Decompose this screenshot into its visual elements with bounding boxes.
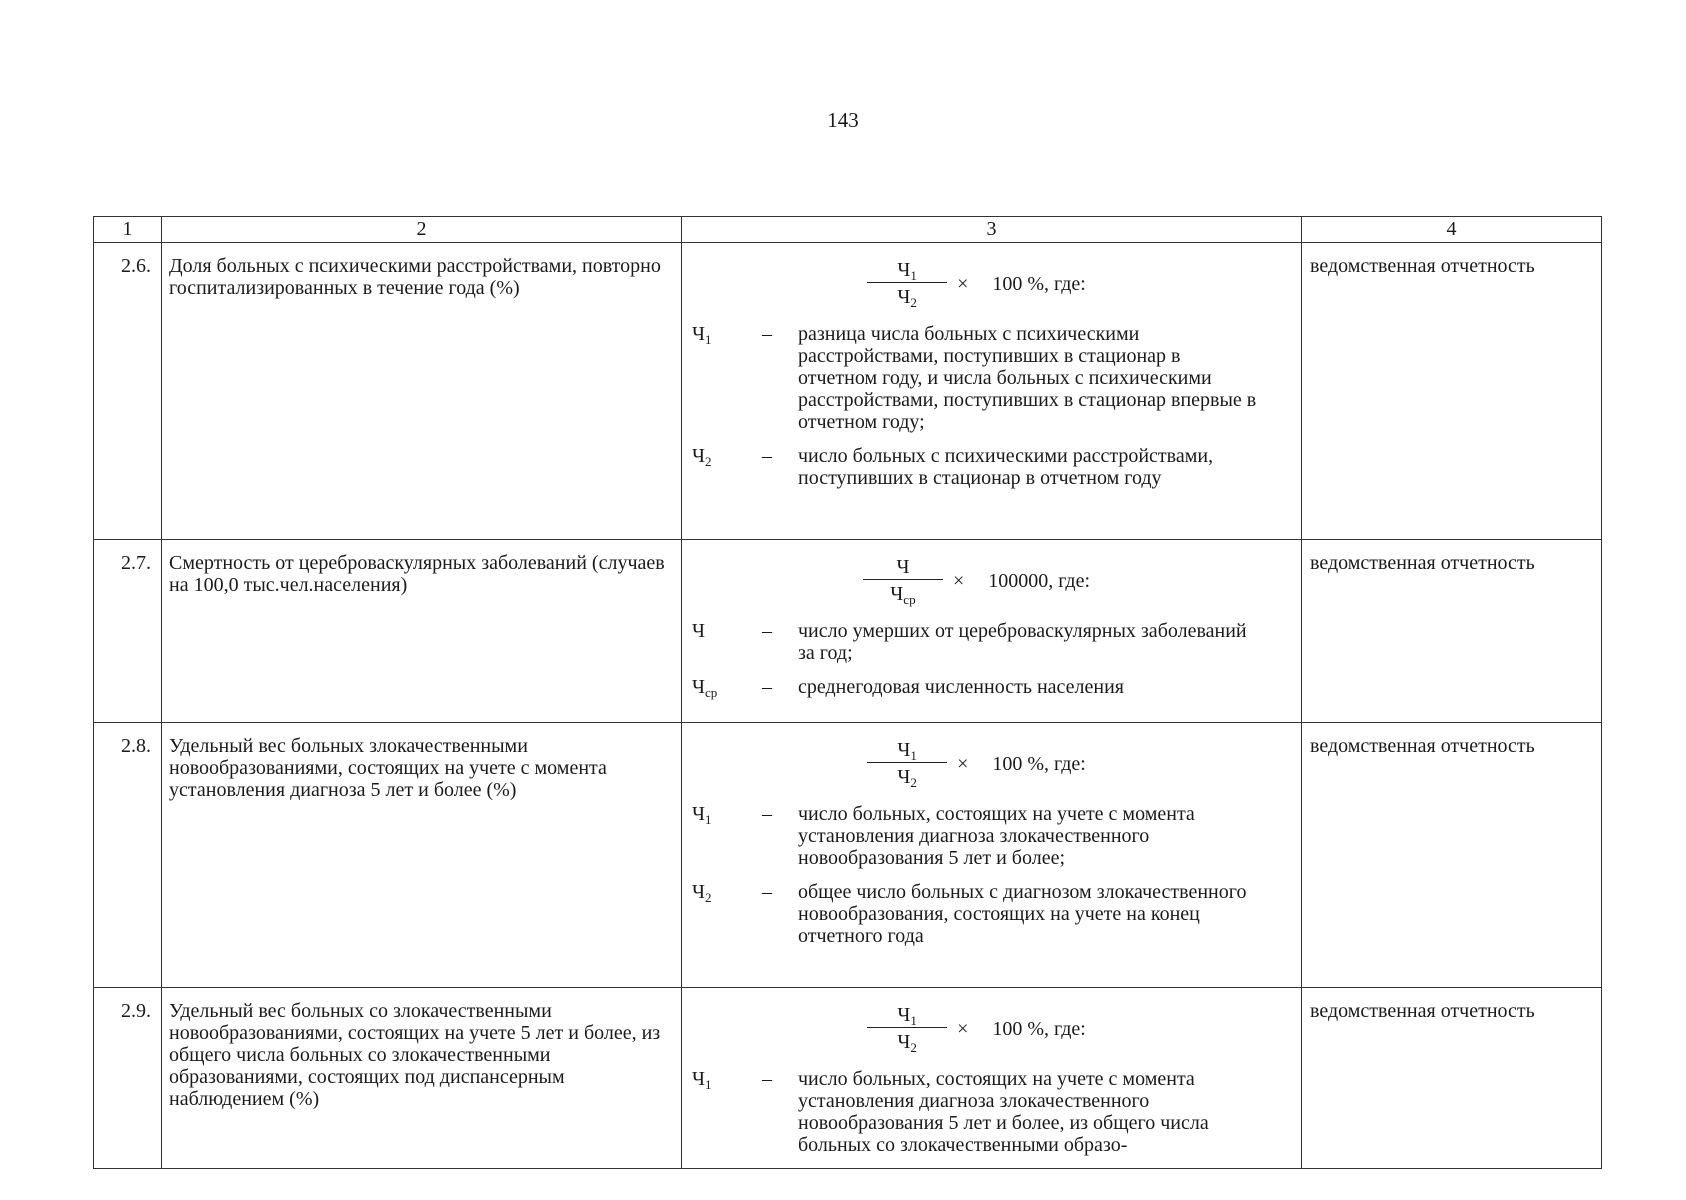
definition-text: общее число больных с диагнозом злокачественного новообразования, состоящих на учете на конец отчетного года xyxy=(798,881,1247,947)
definition-text: число больных, состоящих на учете с момента установления диагноза злокачественного новообразования 5 лет и более, из общего числа больных со злокачественными образо- xyxy=(798,1068,1209,1156)
definitions xyxy=(682,315,1301,489)
data-source: ведомственная отчетность xyxy=(1302,243,1602,540)
definition-item xyxy=(692,620,1301,664)
indicator-name: Доля больных с психическими расстройствами, повторно госпитализированных в течение года (%) xyxy=(162,243,682,540)
numerator: $Ч_1$ xyxy=(867,1003,947,1028)
definition-text: разница числа больных с психическими расстройствами, поступивших в стационар в отчетном году, и числа больных с психическими расстройствами, поступивших в стационар впервые в отчетном году; xyxy=(798,323,1257,433)
definition-text: число больных, состоящих на учете с момента установления диагноза злокачественного новообразования 5 лет и более; xyxy=(798,803,1195,869)
row-number: 2.8. xyxy=(94,723,162,988)
indicator-name: Смертность от цереброваскулярных заболеваний (случаев на 100,0 тыс.чел.населения) xyxy=(162,540,682,723)
definition-dash: – xyxy=(762,620,772,642)
fraction xyxy=(863,555,943,608)
numerator: Ч xyxy=(863,555,943,580)
denominator: $Ч_2$ xyxy=(897,1030,917,1055)
formula xyxy=(682,540,1302,612)
definition-symbol: $Ч_1$ xyxy=(692,803,712,827)
multiplier: 100 %, где: xyxy=(992,753,1086,775)
multiplier: 100 %, где: xyxy=(992,1018,1086,1040)
data-source: ведомственная отчетность xyxy=(1302,988,1602,1169)
fraction xyxy=(867,738,947,791)
indicator-name: Удельный вес больных со злокачественными новообразованиями, состоящих на учете 5 лет и более, из общего числа больных со злокачественными образованиями, состоящих под диспансерным наблюдением (%) xyxy=(162,988,682,1169)
definition-dash: – xyxy=(762,1068,772,1090)
definitions xyxy=(682,612,1301,698)
definition-dash: – xyxy=(762,676,772,698)
denominator: $Ч_{ср}$ xyxy=(890,582,916,607)
definition-dash: – xyxy=(762,803,772,825)
row-number: 2.9. xyxy=(94,988,162,1169)
formula xyxy=(682,988,1302,1060)
formula-cell xyxy=(682,723,1302,988)
times-sign: × xyxy=(957,1018,969,1040)
numerator: $Ч_1$ xyxy=(867,738,947,763)
definition-item xyxy=(692,445,1301,489)
multiplier: 100000, где: xyxy=(988,570,1091,592)
formula xyxy=(682,243,1302,315)
times-sign: × xyxy=(952,570,965,592)
multiplier: 100 %, где: xyxy=(992,273,1086,295)
definition-item xyxy=(692,1068,1301,1156)
fraction xyxy=(867,1003,947,1056)
indicator-name: Удельный вес больных злокачественными новообразованиями, состоящих на учете с момента установления диагноза 5 лет и более (%) xyxy=(162,723,682,988)
definitions xyxy=(682,1060,1301,1156)
page-number: 143 xyxy=(827,108,859,132)
table-row xyxy=(94,540,1602,723)
formula xyxy=(682,723,1302,795)
fraction xyxy=(867,258,947,311)
table-header-row xyxy=(94,217,1602,243)
formula-cell xyxy=(682,540,1302,723)
definition-symbol: $Ч_2$ xyxy=(692,445,712,469)
definition-symbol: $Ч_1$ xyxy=(692,1068,712,1092)
definition-symbol: $Ч_{ср}$ xyxy=(692,676,718,700)
column-header-4: 4 xyxy=(1302,217,1602,243)
numerator: $Ч_1$ xyxy=(867,258,947,283)
data-source: ведомственная отчетность xyxy=(1302,723,1602,988)
table-row xyxy=(94,723,1602,988)
definition-dash: – xyxy=(762,881,772,903)
column-header-1: 1 xyxy=(94,217,162,243)
definition-item xyxy=(692,323,1301,433)
column-header-2: 2 xyxy=(162,217,682,243)
table-row xyxy=(94,243,1602,540)
definition-dash: – xyxy=(762,445,772,467)
definition-item xyxy=(692,676,1301,698)
formula-cell xyxy=(682,988,1302,1169)
definition-text: среднегодовая численность населения xyxy=(798,676,1124,698)
denominator: $Ч_2$ xyxy=(897,765,917,790)
denominator: $Ч_2$ xyxy=(897,285,917,310)
definition-item xyxy=(692,803,1301,869)
definitions xyxy=(682,795,1301,947)
definition-symbol: $Ч_2$ xyxy=(692,881,712,905)
row-number: 2.7. xyxy=(94,540,162,723)
data-source: ведомственная отчетность xyxy=(1302,540,1602,723)
definition-dash: – xyxy=(762,323,772,345)
formula-cell xyxy=(682,243,1302,540)
definition-symbol: Ч xyxy=(692,620,705,642)
times-sign: × xyxy=(957,753,969,775)
indicators-table xyxy=(93,216,1602,1169)
definition-text: число больных с психическими расстройствами, поступивших в стационар в отчетном году xyxy=(798,445,1214,489)
table-row xyxy=(94,988,1602,1169)
definition-item xyxy=(692,881,1301,947)
row-number: 2.6. xyxy=(94,243,162,540)
times-sign: × xyxy=(957,273,969,295)
definition-text: число умерших от цереброваскулярных заболеваний за год; xyxy=(798,620,1247,664)
column-header-3: 3 xyxy=(682,217,1302,243)
definition-symbol: $Ч_1$ xyxy=(692,323,712,347)
